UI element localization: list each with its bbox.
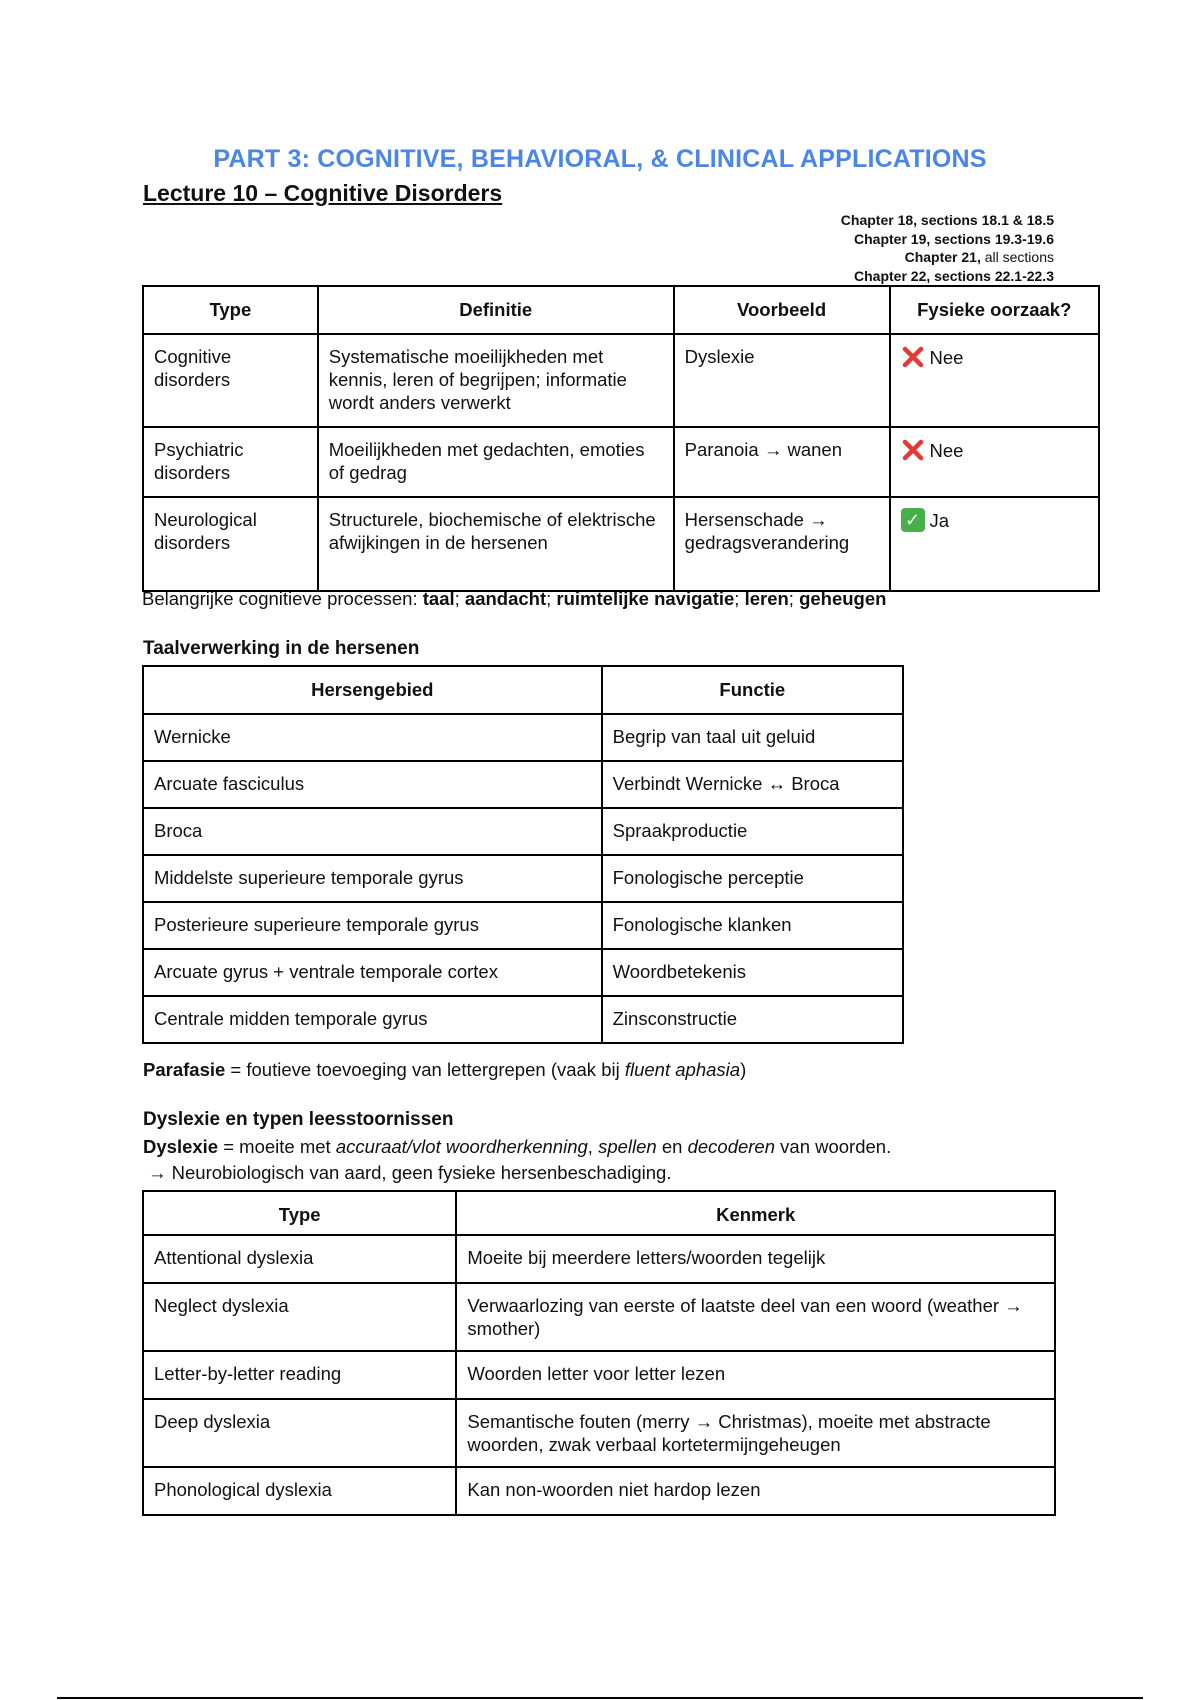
header-fysieke-oorzaak: Fysieke oorzaak?	[890, 286, 1100, 334]
table-row	[143, 1399, 1055, 1467]
language-section-heading: Taalverwerking in de hersenen	[143, 638, 420, 659]
cell-function: Verbindt Wernicke ↔ Broca	[602, 761, 903, 808]
cell-type: Neurological disorders	[143, 497, 318, 591]
cell-cause	[890, 497, 1100, 591]
cell-type: Attentional dyslexia	[143, 1235, 456, 1283]
table-row	[143, 334, 1099, 427]
table-row	[143, 761, 903, 808]
chapter-references	[700, 211, 1054, 285]
cell-region: Arcuate fasciculus	[143, 761, 602, 808]
cell-definition: Moeilijkheden met gedachten, emoties of gedrag	[318, 427, 674, 497]
part-title: PART 3: COGNITIVE, BEHAVIORAL, & CLINICAL APPLICATIONS	[213, 145, 987, 173]
cognitive-processes-note: Belangrijke cognitieve processen: taal; aandacht; ruimtelijke navigatie; leren; geheugen	[142, 588, 887, 609]
header-kenmerk: Kenmerk	[456, 1191, 1055, 1235]
cell-region: Posterieure superieure temporale gyrus	[143, 902, 602, 949]
table-row	[143, 714, 903, 761]
cause-label: Nee	[929, 346, 964, 368]
cell-feature: Semantische fouten (merry → Christmas), moeite met abstracte woorden, zwak verbaal kortetermijngeheugen	[456, 1399, 1055, 1467]
table-header-row	[143, 666, 903, 714]
table-row	[143, 808, 903, 855]
cell-definition: Systematische moeilijkheden met kennis, leren of begrijpen; informatie wordt anders verwerkt	[318, 334, 674, 427]
cell-example: Dyslexie	[674, 334, 890, 427]
chapter-line: Chapter 19, sections 19.3-19.6	[854, 230, 1054, 247]
header-voorbeeld: Voorbeeld	[674, 286, 890, 334]
dyslexia-types-table	[142, 1190, 1056, 1516]
language-regions-table	[142, 665, 904, 1044]
table-row	[143, 1283, 1055, 1351]
chapter-line: Chapter 21, all sections	[904, 249, 1054, 265]
cell-cause	[890, 334, 1100, 427]
table-row	[143, 497, 1099, 591]
cell-feature: Woorden letter voor letter lezen	[456, 1351, 1055, 1399]
cell-type: Neglect dyslexia	[143, 1283, 456, 1351]
cross-mark-icon	[901, 438, 925, 462]
cell-feature: Verwaarlozing van eerste of laatste deel van een woord (weather → smother)	[456, 1283, 1055, 1351]
cell-type: Psychiatric disorders	[143, 427, 318, 497]
cell-region: Middelste superieure temporale gyrus	[143, 855, 602, 902]
cause-label: Nee	[929, 439, 964, 461]
table-row	[143, 427, 1099, 497]
table-header-row	[143, 286, 1099, 334]
chapter-line: Chapter 22, sections 22.1-22.3	[854, 267, 1054, 284]
cell-feature: Kan non-woorden niet hardop lezen	[456, 1467, 1055, 1515]
check-mark-icon: ✓	[901, 508, 925, 532]
chapter-line: Chapter 18, sections 18.1 & 18.5	[840, 212, 1054, 228]
header-definitie: Definitie	[318, 286, 674, 334]
header-type: Type	[143, 1191, 456, 1235]
cell-type: Cognitive disorders	[143, 334, 318, 427]
table-row	[143, 949, 903, 996]
table-row	[143, 1467, 1055, 1515]
cell-region: Broca	[143, 808, 602, 855]
header-type: Type	[143, 286, 318, 334]
table-header-row	[143, 1191, 1055, 1235]
cell-example: Paranoia → wanen	[674, 427, 890, 497]
cause-label: Ja	[929, 509, 950, 531]
dyslexia-arrow-note: → Neurobiologisch van aard, geen fysieke hersenbeschadiging.	[148, 1162, 672, 1183]
page-bottom-divider	[57, 1697, 1143, 1699]
cell-feature: Moeite bij meerdere letters/woorden tegelijk	[456, 1235, 1055, 1283]
table-row	[143, 855, 903, 902]
parafasie-definition: Parafasie = foutieve toevoeging van lettergrepen (vaak bij fluent aphasia)	[143, 1059, 747, 1080]
cell-type: Phonological dyslexia	[143, 1467, 456, 1515]
cell-function: Woordbetekenis	[602, 949, 903, 996]
cell-function: Fonologische perceptie	[602, 855, 903, 902]
dyslexia-definition: Dyslexie = moeite met accuraat/vlot woordherkenning, spellen en decoderen van woorden.	[143, 1136, 892, 1157]
cell-cause	[890, 427, 1100, 497]
header-hersengebied: Hersengebied	[143, 666, 602, 714]
table-row	[143, 902, 903, 949]
dyslexia-section-heading: Dyslexie en typen leesstoornissen	[143, 1109, 454, 1130]
cross-mark-icon	[901, 345, 925, 369]
cell-type: Deep dyslexia	[143, 1399, 456, 1467]
cell-function: Begrip van taal uit geluid	[602, 714, 903, 761]
cell-example: Hersenschade → gedragsverandering	[674, 497, 890, 591]
cell-region: Centrale midden temporale gyrus	[143, 996, 602, 1043]
disorders-table	[142, 285, 1100, 592]
table-row	[143, 1351, 1055, 1399]
cell-definition: Structurele, biochemische of elektrische afwijkingen in de hersenen	[318, 497, 674, 591]
lecture-title: Lecture 10 – Cognitive Disorders	[143, 180, 503, 206]
cell-function: Zinsconstructie	[602, 996, 903, 1043]
table-row	[143, 1235, 1055, 1283]
cell-type: Letter-by-letter reading	[143, 1351, 456, 1399]
table-row	[143, 996, 903, 1043]
cell-region: Arcuate gyrus + ventrale temporale cortex	[143, 949, 602, 996]
cell-function: Spraakproductie	[602, 808, 903, 855]
header-functie: Functie	[602, 666, 903, 714]
cell-region: Wernicke	[143, 714, 602, 761]
cell-function: Fonologische klanken	[602, 902, 903, 949]
